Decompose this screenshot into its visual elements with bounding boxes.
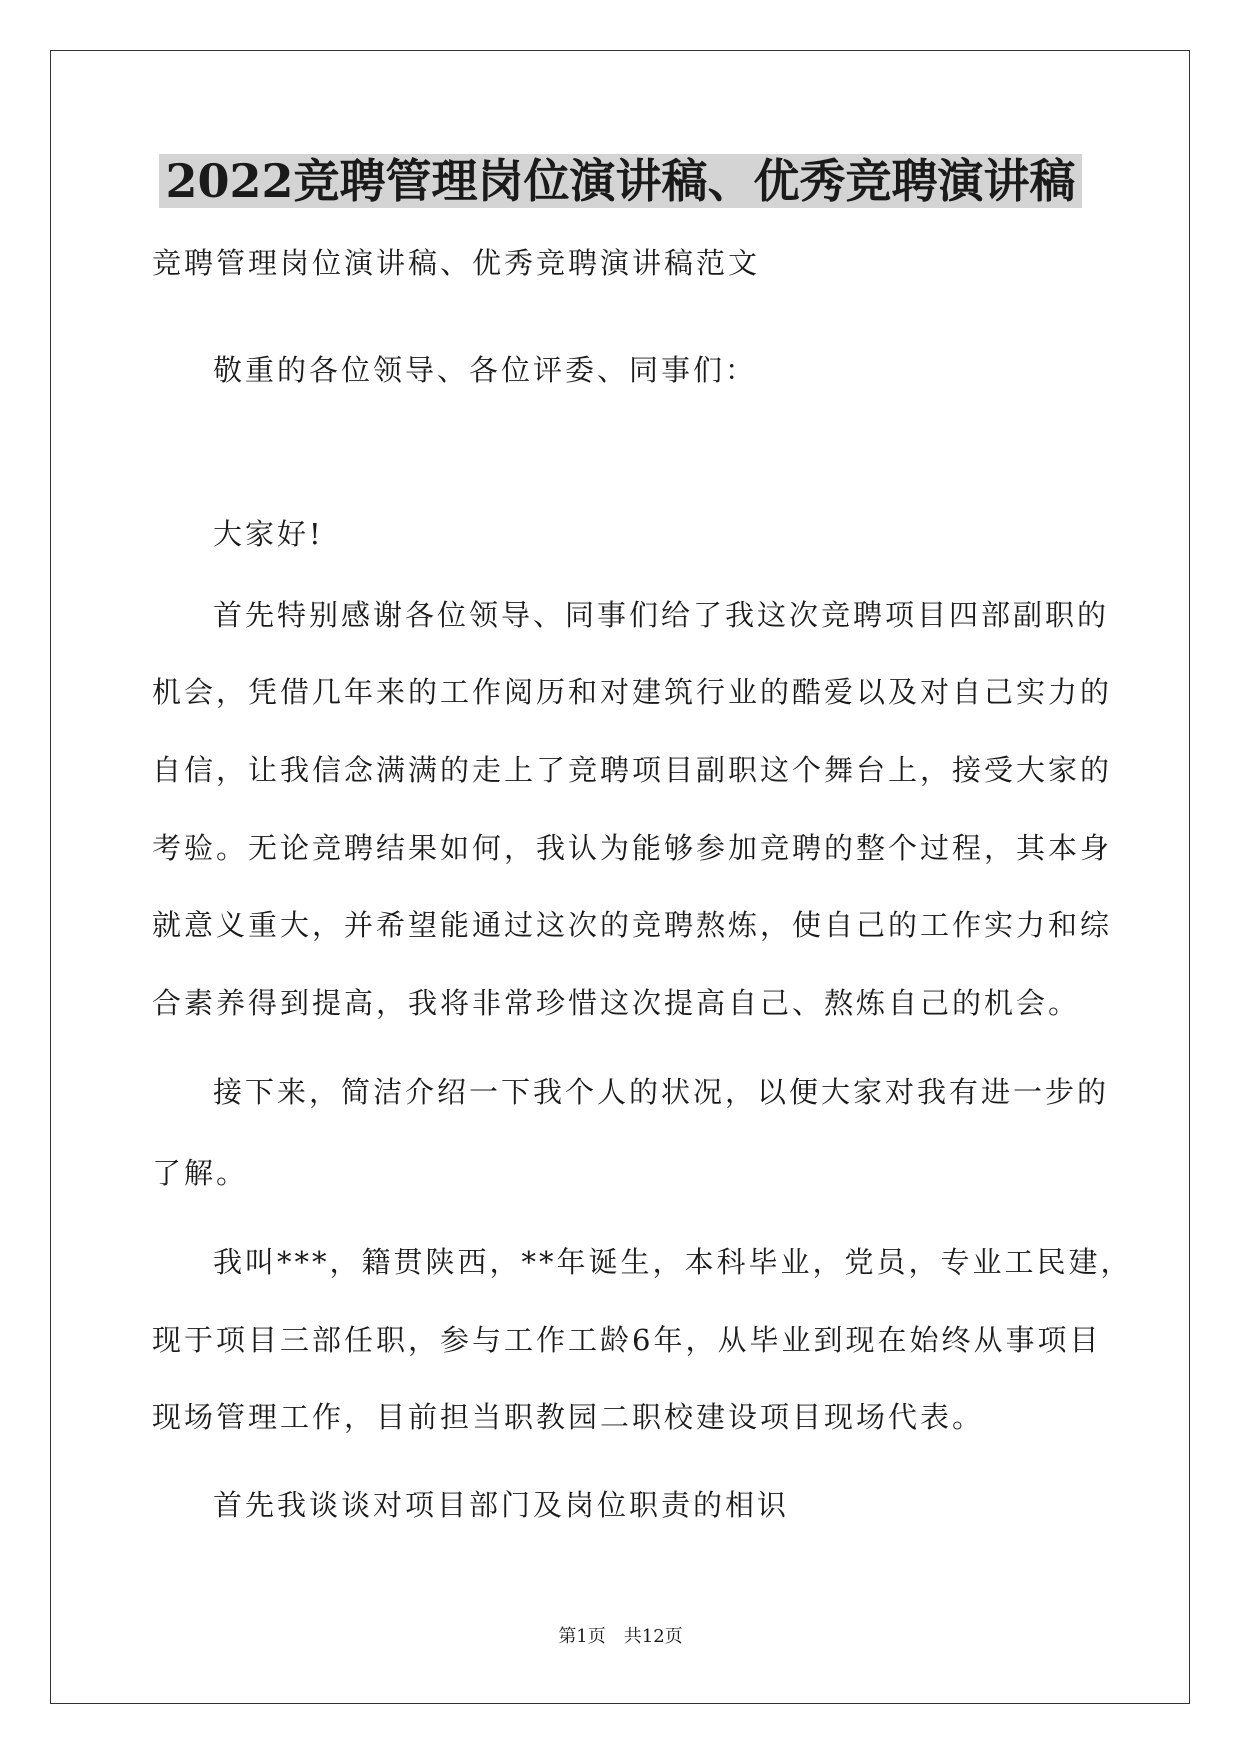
paragraph-line: 接下来，简洁介绍一下我个人的状况，以便大家对我有进一步的 xyxy=(213,1075,1110,1109)
subtitle-line: 竞聘管理岗位演讲稿、优秀竞聘演讲稿范文 xyxy=(152,246,761,280)
paragraph-line: 考验。无论竞聘结果如何，我认为能够参加竞聘的整个过程，其本身 xyxy=(152,831,1113,865)
greeting-line: 大家好! xyxy=(213,517,324,551)
paragraph-line: 我叫***，籍贯陕西，**年诞生，本科毕业，党员，专业工民建， xyxy=(213,1245,1133,1279)
salutation-line: 敬重的各位领导、各位评委、同事们： xyxy=(213,353,758,387)
page-footer: 第1页 共12页 xyxy=(558,1626,683,1647)
paragraph-line: 现于项目三部任职，参与工作工龄6年，从毕业到现在始终从事项目 xyxy=(152,1323,1102,1357)
paragraph-line: 现场管理工作，目前担当职教园二职校建设项目现场代表。 xyxy=(152,1400,985,1434)
paragraph-line: 了解。 xyxy=(152,1156,249,1190)
paragraph-line: 自信，让我信念满满的走上了竞聘项目副职这个舞台上，接受大家的 xyxy=(152,753,1113,787)
page-border xyxy=(50,50,1190,1704)
paragraph-line: 首先特别感谢各位领导、同事们给了我这次竞聘项目四部副职的 xyxy=(213,598,1110,632)
paragraph-line: 首先我谈谈对项目部门及岗位职责的相识 xyxy=(213,1488,790,1522)
document-title: 2022竞聘管理岗位演讲稿、优秀竞聘演讲稿 xyxy=(0,150,1241,212)
paragraph-line: 机会，凭借几年来的工作阅历和对建筑行业的酷爱以及对自己实力的 xyxy=(152,675,1113,709)
paragraph-line: 就意义重大，并希望能通过这次的竞聘熬炼，使自己的工作实力和综 xyxy=(152,908,1113,942)
paragraph-line: 合素养得到提高，我将非常珍惜这次提高自己、熬炼自己的机会。 xyxy=(152,986,1081,1020)
